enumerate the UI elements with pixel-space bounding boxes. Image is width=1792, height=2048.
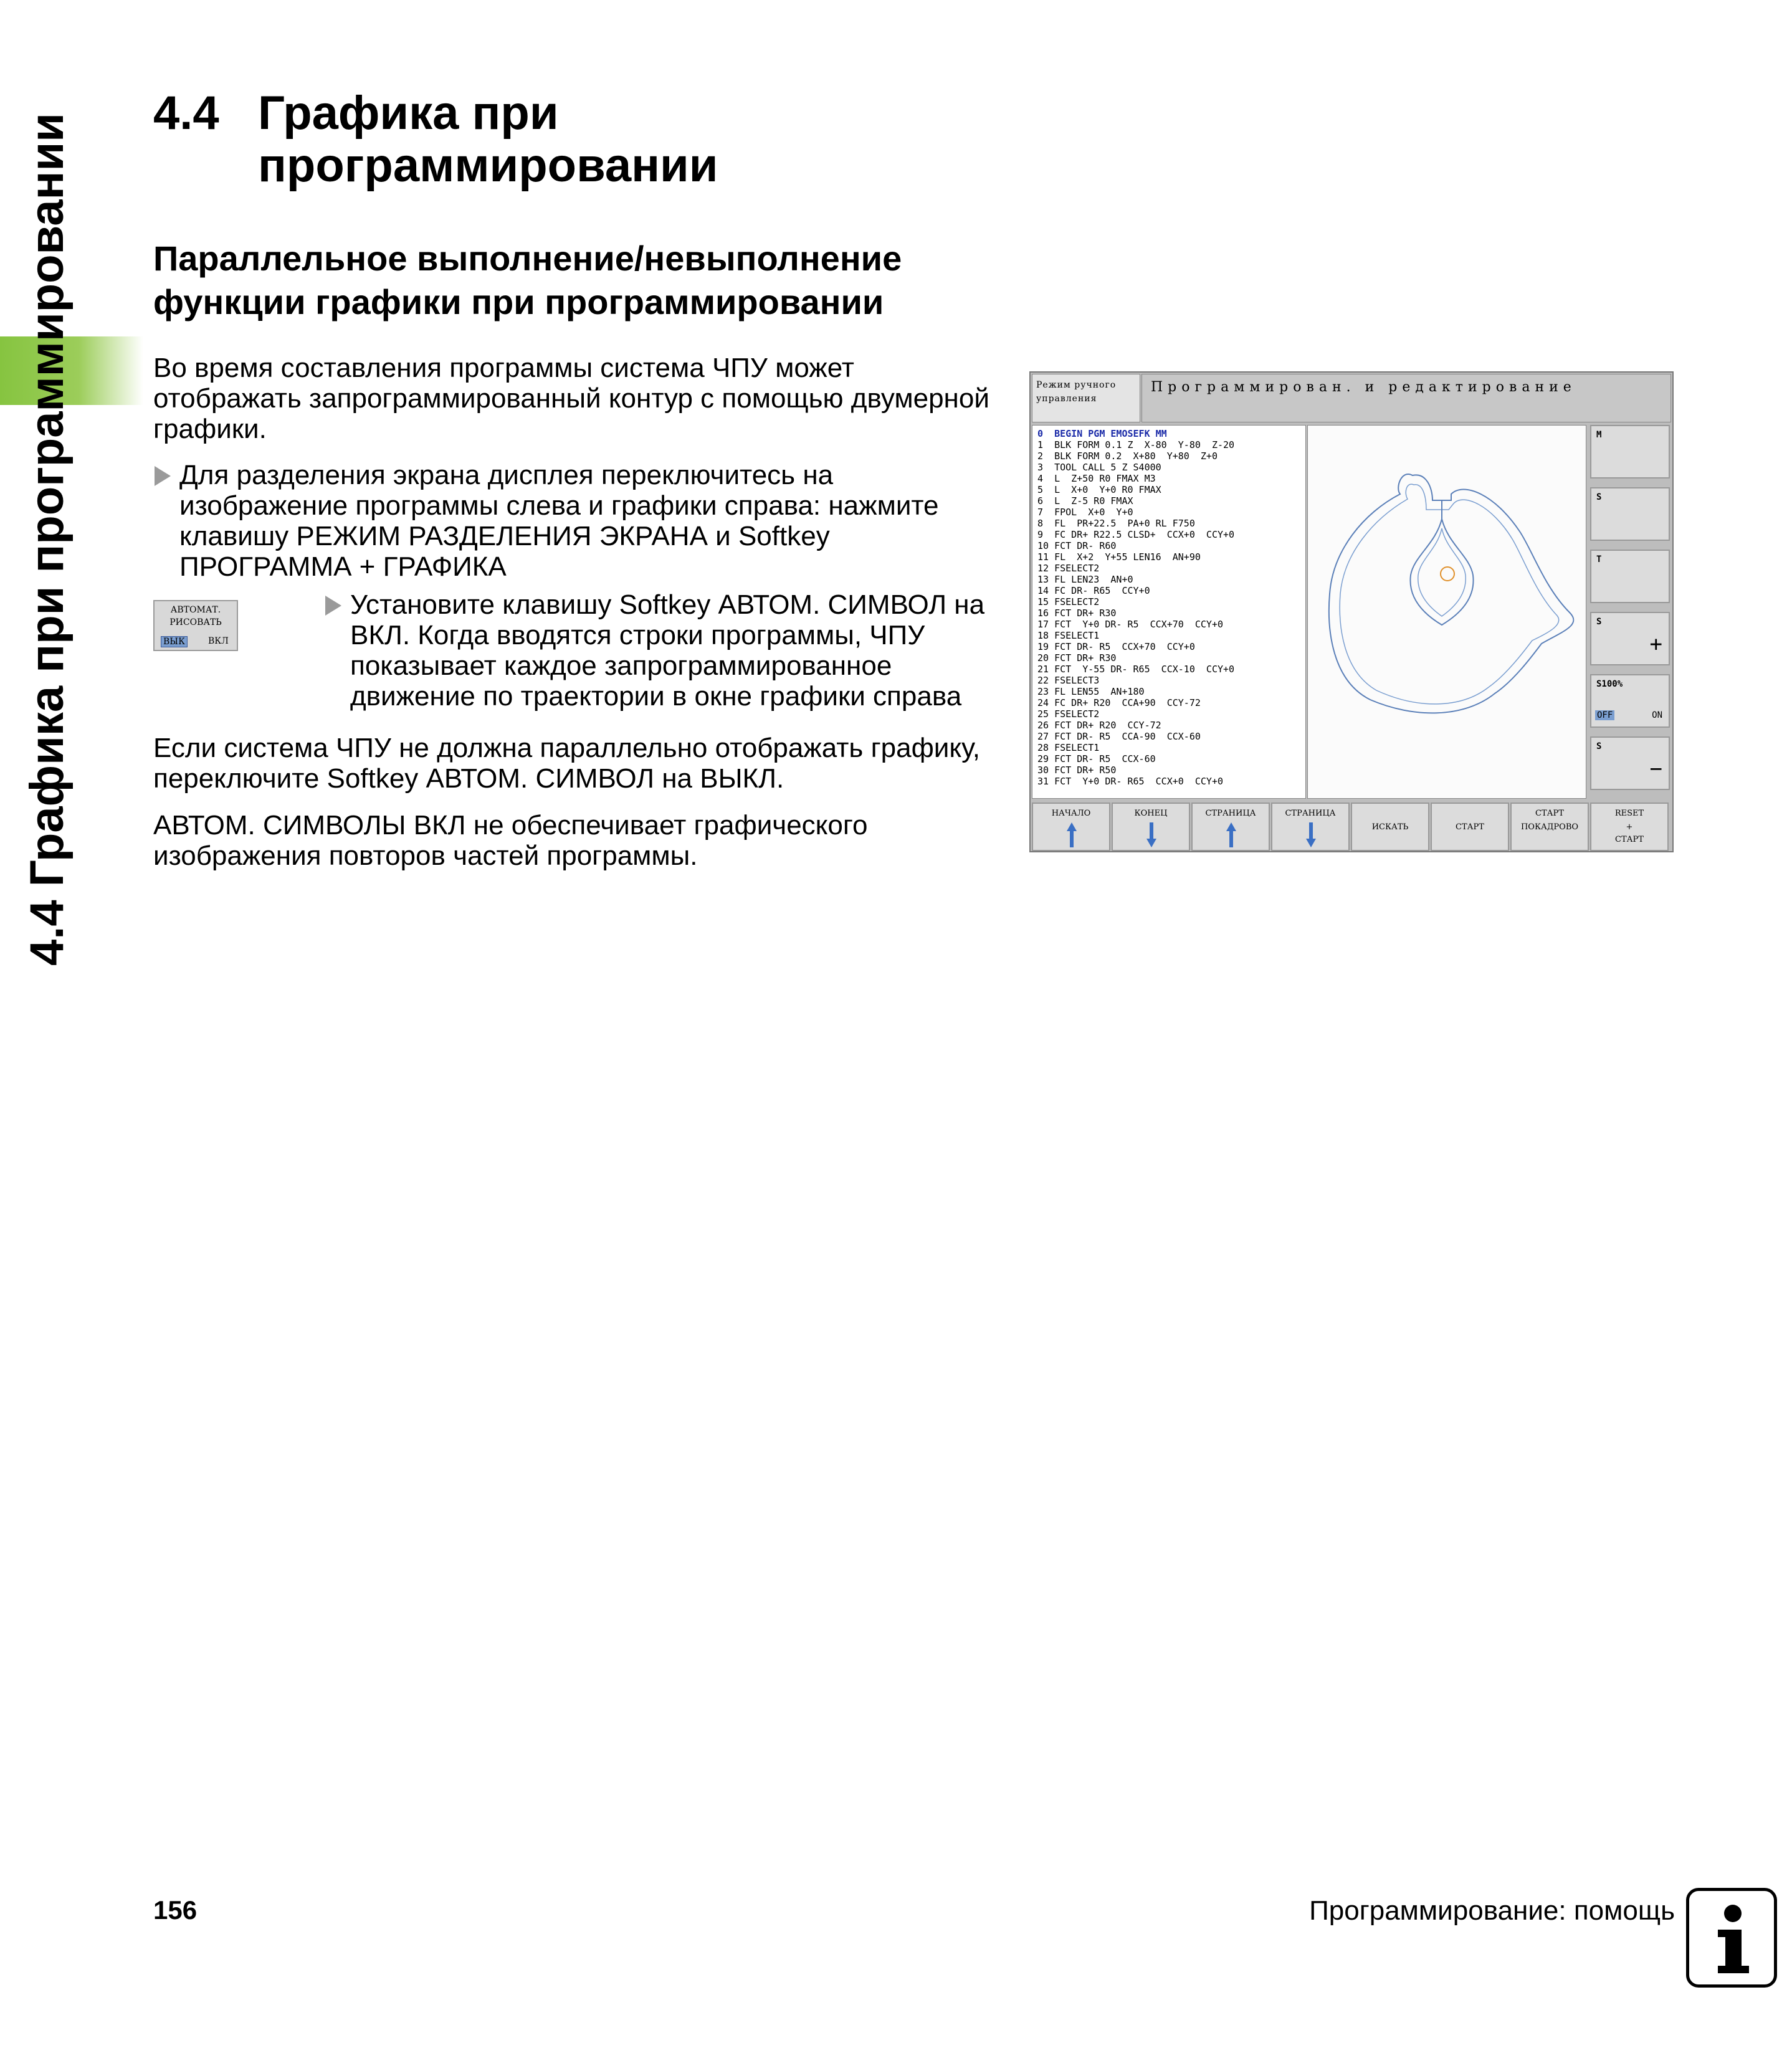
softkey-s-minus-icon[interactable]: S −	[1590, 736, 1670, 790]
minus-icon: −	[1649, 756, 1662, 781]
mode-line: Режим ручного	[1036, 380, 1117, 390]
program-line: 12 FSELECT2	[1037, 563, 1100, 574]
softkey-1[interactable]	[1032, 803, 1110, 851]
section-number: 4.4	[153, 87, 219, 140]
page-number: 156	[153, 1895, 198, 1925]
program-line: 15 FSELECT2	[1037, 596, 1100, 607]
info-glyph	[1689, 1891, 1774, 1984]
cnc-screen	[1029, 371, 1674, 852]
softkey-label: СТАРТ	[1615, 835, 1644, 844]
softkey-8[interactable]	[1590, 803, 1669, 851]
program-line: 4 L Z+50 R0 FMAX M3	[1037, 473, 1156, 484]
program-line: 9 FC DR+ R22.5 CLSD+ CCX+0 CCY+0	[1037, 529, 1235, 540]
program-line: 21 FCT Y-55 DR- R65 CCX-10 CCY+0	[1037, 664, 1235, 675]
softkey-icon-line1: АВТОМАТ.	[170, 605, 221, 615]
program-line: 10 FCT DR- R60	[1037, 540, 1117, 551]
plus-icon: +	[1649, 632, 1662, 657]
softkey-6[interactable]	[1431, 803, 1509, 851]
program-line: 0 BEGIN PGM EMOSEFK MM	[1037, 428, 1167, 439]
softkey-label: СТРАНИЦА	[1285, 809, 1336, 818]
section-title: Графика при программировании	[258, 87, 718, 192]
program-line: 28 FSELECT1	[1037, 742, 1100, 753]
auto-draw-softkey-icon	[153, 600, 238, 651]
paragraph-auto-draw-off: Если система ЧПУ не должна параллельно отображать графику, переключите Softkey АВТОМ. СИМВОЛ на ВЫКЛ.	[153, 733, 980, 794]
program-line: 19 FCT DR- R5 CCX+70 CCY+0	[1037, 641, 1195, 652]
mode-line: управления	[1036, 394, 1097, 404]
program-line: 26 FCT DR+ R20 CCY-72	[1037, 720, 1161, 731]
softkey-4[interactable]	[1271, 803, 1350, 851]
program-line: 20 FCT DR+ R30	[1037, 652, 1117, 664]
side-chapter-title: 4.4 Графика при программировании	[21, 113, 74, 966]
step-split-screen: Для разделения экрана дисплея переключитесь на изображение программы слева и графики справа: нажмите клавишу РЕЖИМ РАЗДЕЛЕНИЯ ЭКРАНА и Softkey ПРОГРАММА + ГРАФИКА	[179, 460, 939, 582]
program-line: 27 FCT DR- R5 CCA-90 CCX-60	[1037, 731, 1201, 742]
bullet-arrow-icon	[325, 596, 341, 616]
softkey-label: ИСКАТЬ	[1371, 822, 1409, 832]
paragraph-repeat-note: АВТОМ. СИМВОЛЫ ВКЛ не обеспечивает графического изображения повторов частей программы.	[153, 810, 868, 871]
program-line: 22 FSELECT3	[1037, 675, 1100, 686]
graphics-window	[1307, 425, 1586, 799]
softkey-label: RESET	[1614, 809, 1644, 818]
arrow-down-icon	[1305, 821, 1317, 849]
softkey-t-icon[interactable]: T	[1590, 550, 1670, 603]
arrow-up-icon	[1065, 821, 1078, 849]
program-line: 13 FL LEN23 AN+0	[1037, 574, 1133, 585]
softkey-label: СТАРТ	[1535, 809, 1564, 818]
mode-title: Программирован. и редактирование	[1141, 374, 1671, 422]
program-line: 6 L Z-5 R0 FMAX	[1037, 495, 1133, 507]
intro-paragraph: Во время составления программы система ЧПУ может отображать запрограммированный контур с помощью двумерной графики.	[153, 353, 989, 444]
softkey-label: ПОКАДРОВО	[1520, 822, 1579, 832]
softkey-s-icon[interactable]: S	[1590, 487, 1670, 541]
program-line: 11 FL X+2 Y+55 LEN16 AN+90	[1037, 551, 1201, 563]
program-line: 30 FCT DR+ R50	[1037, 764, 1117, 776]
softkey-3[interactable]	[1191, 803, 1270, 851]
softkey-spindle-override[interactable]: S100% OFF ON	[1590, 674, 1670, 728]
softkey-icon-off: ВЫК	[161, 636, 188, 647]
program-line: 2 BLK FORM 0.2 X+80 Y+80 Z+0	[1037, 450, 1218, 462]
program-line: 3 TOOL CALL 5 Z S4000	[1037, 462, 1161, 473]
softkey-5[interactable]	[1351, 803, 1429, 851]
info-icon	[1686, 1888, 1777, 1988]
softkey-label: КОНЕЦ	[1134, 809, 1168, 818]
bullet-arrow-icon	[155, 466, 171, 486]
subsection-heading: Параллельное выполнение/невыполнение функции графики при программировании	[153, 239, 902, 321]
softkey-label: СТАРТ	[1456, 822, 1484, 832]
step-auto-draw: Установите клавишу Softkey АВТОМ. СИМВОЛ на ВКЛ. Когда вводятся строки программы, ЧПУ показывает каждое запрограммированное движение по траектории в окне графики справа	[350, 589, 985, 712]
program-line: 23 FL LEN55 AN+180	[1037, 686, 1145, 697]
softkey-m-icon[interactable]: M	[1590, 425, 1670, 479]
softkey-icon-on: ВКЛ	[208, 636, 229, 646]
program-line: 8 FL PR+22.5 PA+0 RL F750	[1037, 518, 1195, 529]
override-off: OFF	[1595, 710, 1614, 720]
program-line: 17 FCT Y+0 DR- R5 CCX+70 CCY+0	[1037, 619, 1224, 630]
program-listing	[1032, 425, 1306, 799]
softkey-label: +	[1626, 822, 1633, 832]
softkey-7[interactable]	[1510, 803, 1589, 851]
program-line: 24 FC DR+ R20 CCA+90 CCY-72	[1037, 697, 1201, 708]
override-on: ON	[1652, 710, 1662, 720]
softkey-s-plus-icon[interactable]: S +	[1590, 612, 1670, 665]
arrow-down-icon	[1145, 821, 1158, 849]
program-line: 16 FCT DR+ R30	[1037, 607, 1117, 619]
program-line: 31 FCT Y+0 DR- R65 CCX+0 CCY+0	[1037, 776, 1224, 787]
program-line: 7 FPOL X+0 Y+0	[1037, 507, 1133, 518]
program-line: 5 L X+0 Y+0 R0 FMAX	[1037, 484, 1161, 495]
program-line: 29 FCT DR- R5 CCX-60	[1037, 753, 1156, 764]
program-line: 18 FSELECT1	[1037, 630, 1100, 641]
softkey-label: НАЧАЛО	[1051, 809, 1091, 818]
softkey-label: СТРАНИЦА	[1205, 809, 1256, 818]
contour-graphic	[1308, 426, 1586, 798]
softkey-2[interactable]	[1112, 803, 1190, 851]
arrow-up-icon	[1225, 821, 1237, 849]
program-line: 25 FSELECT2	[1037, 708, 1100, 720]
program-line: 14 FC DR- R65 CCY+0	[1037, 585, 1150, 596]
softkey-icon-line2: РИСОВАТЬ	[169, 617, 222, 627]
chapter-footer: Программирование: помощь	[1309, 1895, 1675, 1926]
program-line: 1 BLK FORM 0.1 Z X-80 Y-80 Z-20	[1037, 439, 1235, 450]
mode-indicator	[1032, 374, 1140, 422]
